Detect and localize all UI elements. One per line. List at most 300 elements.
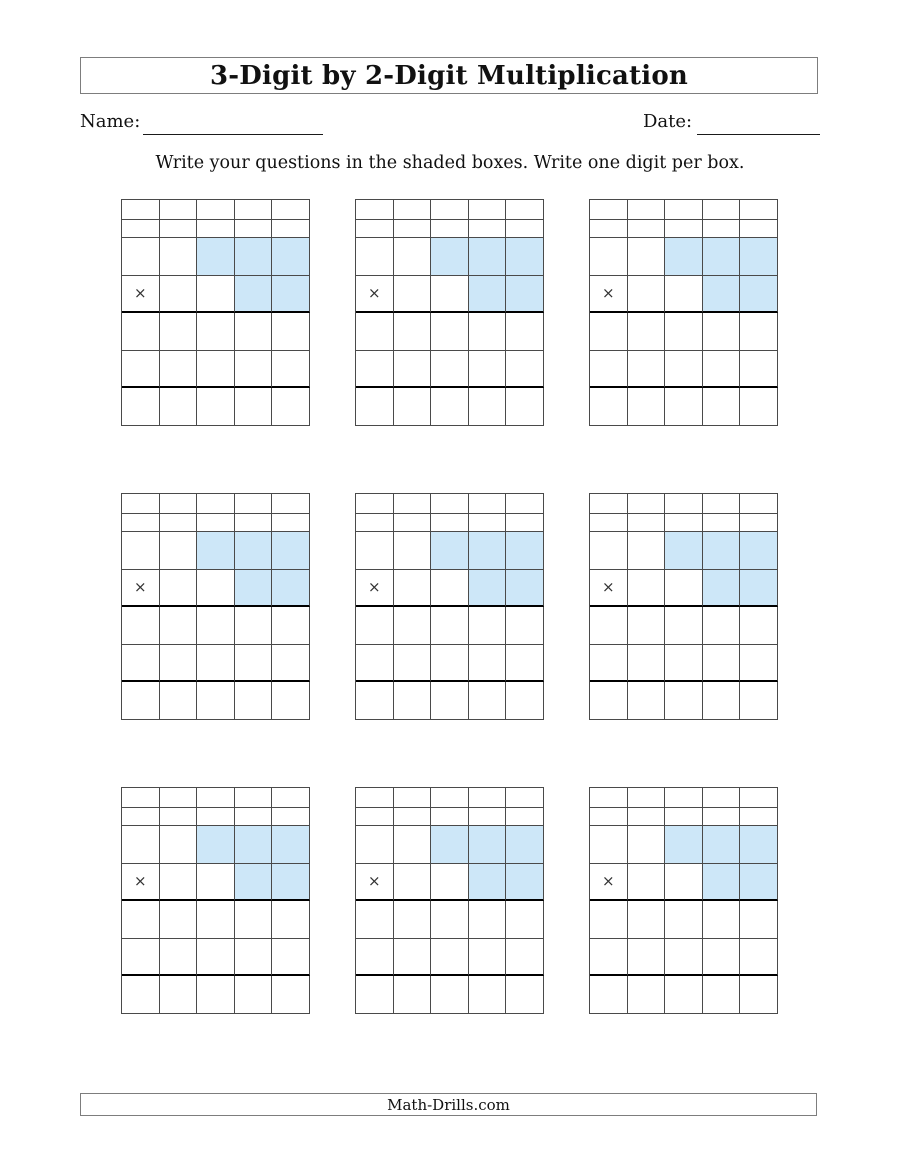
- grid-cell: [235, 976, 273, 1014]
- grid-cell: [160, 200, 198, 220]
- shaded-digit-cell: [506, 570, 544, 608]
- grid-cell: [122, 976, 160, 1014]
- grid-cell: [197, 276, 235, 314]
- grid-cell: [506, 939, 544, 977]
- shaded-digit-cell: [703, 238, 741, 276]
- grid-cell: [469, 808, 507, 826]
- grid-cell: [122, 351, 160, 389]
- grid-cell: [272, 808, 310, 826]
- grid-cell: [394, 238, 432, 276]
- shaded-digit-cell: [665, 826, 703, 864]
- shaded-digit-cell: [469, 826, 507, 864]
- grid-cell: [703, 976, 741, 1014]
- grid-cell: [628, 238, 666, 276]
- grid-cell: [506, 388, 544, 426]
- grid-cell: [356, 808, 394, 826]
- grid-cell: [740, 645, 778, 683]
- grid-cell: [628, 351, 666, 389]
- grid-cell: [740, 682, 778, 720]
- multiplication-grid: [589, 199, 778, 426]
- grid-cell: [160, 494, 198, 514]
- grid-cell: [703, 351, 741, 389]
- grid-cell: [272, 901, 310, 939]
- grid-cell: [394, 570, 432, 608]
- multiplication-sign: ×: [356, 276, 394, 314]
- grid-cell: [122, 607, 160, 645]
- multiplication-sign: ×: [356, 864, 394, 902]
- grid-cell: [469, 682, 507, 720]
- grid-cell: [122, 238, 160, 276]
- grid-cell: [469, 514, 507, 532]
- grid-cell: [356, 532, 394, 570]
- shaded-digit-cell: [703, 276, 741, 314]
- grid-cell: [394, 645, 432, 683]
- grid-cell: [506, 788, 544, 808]
- multiplication-grid: [589, 787, 778, 1014]
- grid-cell: [160, 607, 198, 645]
- grid-cell: [628, 313, 666, 351]
- shaded-digit-cell: [469, 570, 507, 608]
- grid-cell: [628, 645, 666, 683]
- grid-cell: [590, 532, 628, 570]
- multiplication-grid: [355, 199, 544, 426]
- grid-cell: [469, 901, 507, 939]
- grid-cell: [431, 788, 469, 808]
- grid-cell: [122, 388, 160, 426]
- grid-cell: [122, 494, 160, 514]
- grid-cell: [356, 939, 394, 977]
- grid-cell: [160, 276, 198, 314]
- shaded-digit-cell: [235, 864, 273, 902]
- shaded-digit-cell: [740, 532, 778, 570]
- shaded-digit-cell: [740, 276, 778, 314]
- grid-cell: [740, 976, 778, 1014]
- shaded-digit-cell: [740, 826, 778, 864]
- grid-cell: [628, 388, 666, 426]
- shaded-digit-cell: [740, 864, 778, 902]
- grid-cell: [703, 494, 741, 514]
- date-label: Date:: [643, 111, 693, 132]
- shaded-digit-cell: [703, 570, 741, 608]
- grid-cell: [628, 514, 666, 532]
- shaded-digit-cell: [469, 276, 507, 314]
- grid-cell: [590, 607, 628, 645]
- multiplication-sign: ×: [122, 276, 160, 314]
- grid-cell: [197, 220, 235, 238]
- shaded-digit-cell: [197, 826, 235, 864]
- shaded-digit-cell: [272, 276, 310, 314]
- grid-cell: [272, 494, 310, 514]
- shaded-digit-cell: [740, 570, 778, 608]
- grid-cell: [394, 276, 432, 314]
- grid-cell: [431, 220, 469, 238]
- shaded-digit-cell: [272, 532, 310, 570]
- grid-cell: [160, 532, 198, 570]
- grid-cell: [394, 901, 432, 939]
- grid-cell: [356, 901, 394, 939]
- grid-cell: [197, 939, 235, 977]
- grid-cell: [469, 976, 507, 1014]
- shaded-digit-cell: [740, 238, 778, 276]
- grid-cell: [703, 645, 741, 683]
- multiplication-grid: [355, 787, 544, 1014]
- multiplication-sign: ×: [590, 864, 628, 902]
- grid-cell: [197, 351, 235, 389]
- grid-cell: [628, 200, 666, 220]
- grid-cell: [235, 351, 273, 389]
- grid-cell: [665, 939, 703, 977]
- grid-cell: [272, 313, 310, 351]
- shaded-digit-cell: [469, 238, 507, 276]
- grid-cell: [506, 351, 544, 389]
- page-title: 3-Digit by 2-Digit Multiplication: [210, 60, 688, 91]
- grid-cell: [703, 388, 741, 426]
- shaded-digit-cell: [272, 570, 310, 608]
- grid-cell: [122, 808, 160, 826]
- grid-cell: [590, 494, 628, 514]
- grid-cell: [356, 494, 394, 514]
- shaded-digit-cell: [506, 864, 544, 902]
- grid-cell: [272, 788, 310, 808]
- grid-cell: [469, 788, 507, 808]
- grid-cell: [356, 351, 394, 389]
- grid-cell: [740, 388, 778, 426]
- footer-box: [80, 1093, 817, 1116]
- grid-cell: [665, 514, 703, 532]
- grid-cell: [506, 901, 544, 939]
- grid-cell: [394, 351, 432, 389]
- grid-cell: [235, 607, 273, 645]
- grid-cell: [590, 976, 628, 1014]
- grid-cell: [469, 494, 507, 514]
- grid-cell: [122, 532, 160, 570]
- grid-cell: [665, 388, 703, 426]
- grid-cell: [122, 901, 160, 939]
- grid-cell: [628, 864, 666, 902]
- grid-cell: [160, 808, 198, 826]
- grid-cell: [235, 939, 273, 977]
- date-fill-line: [697, 121, 820, 135]
- grid-cell: [703, 682, 741, 720]
- grid-cell: [235, 682, 273, 720]
- grid-cell: [122, 682, 160, 720]
- grid-cell: [506, 808, 544, 826]
- multiplication-grid: [121, 493, 310, 720]
- multiplication-sign: ×: [122, 570, 160, 608]
- grid-cell: [197, 514, 235, 532]
- grid-cell: [506, 220, 544, 238]
- grid-cell: [431, 607, 469, 645]
- grid-cell: [356, 788, 394, 808]
- multiplication-grid: [589, 493, 778, 720]
- grid-cell: [394, 494, 432, 514]
- grid-cell: [628, 808, 666, 826]
- grid-cell: [197, 313, 235, 351]
- grid-cell: [590, 388, 628, 426]
- grid-cell: [394, 607, 432, 645]
- grid-cell: [590, 682, 628, 720]
- grid-cell: [740, 220, 778, 238]
- shaded-digit-cell: [431, 826, 469, 864]
- grid-cell: [160, 351, 198, 389]
- grid-cell: [197, 682, 235, 720]
- shaded-digit-cell: [431, 238, 469, 276]
- grid-cell: [160, 788, 198, 808]
- grid-cell: [590, 313, 628, 351]
- grid-cell: [740, 808, 778, 826]
- grid-cell: [628, 788, 666, 808]
- grid-cell: [272, 645, 310, 683]
- shaded-digit-cell: [665, 238, 703, 276]
- grid-cell: [665, 570, 703, 608]
- grid-cell: [469, 220, 507, 238]
- grid-cell: [665, 645, 703, 683]
- grid-cell: [740, 939, 778, 977]
- grid-cell: [394, 682, 432, 720]
- multiplication-grid: [355, 493, 544, 720]
- grid-cell: [431, 494, 469, 514]
- grid-row-2: [121, 493, 778, 720]
- grid-cell: [235, 388, 273, 426]
- grid-cell: [590, 514, 628, 532]
- grid-cell: [665, 220, 703, 238]
- grid-cell: [431, 313, 469, 351]
- grid-cell: [703, 607, 741, 645]
- grid-cell: [740, 494, 778, 514]
- grid-cell: [431, 976, 469, 1014]
- shaded-digit-cell: [272, 826, 310, 864]
- shaded-digit-cell: [235, 532, 273, 570]
- grid-cell: [122, 939, 160, 977]
- grid-cell: [506, 682, 544, 720]
- shaded-digit-cell: [665, 532, 703, 570]
- shaded-digit-cell: [272, 238, 310, 276]
- grid-cell: [431, 351, 469, 389]
- multiplication-sign: ×: [590, 570, 628, 608]
- grid-cell: [235, 808, 273, 826]
- grid-cell: [703, 220, 741, 238]
- grid-cell: [356, 682, 394, 720]
- grid-cell: [160, 901, 198, 939]
- grid-cell: [272, 388, 310, 426]
- grid-cell: [356, 238, 394, 276]
- grid-cell: [469, 351, 507, 389]
- grid-cell: [394, 532, 432, 570]
- grid-cell: [628, 570, 666, 608]
- grid-cell: [160, 826, 198, 864]
- grid-cell: [394, 388, 432, 426]
- grid-cell: [740, 901, 778, 939]
- grid-cell: [506, 607, 544, 645]
- grid-cell: [394, 939, 432, 977]
- shaded-digit-cell: [431, 532, 469, 570]
- grid-cell: [356, 313, 394, 351]
- grid-cell: [394, 808, 432, 826]
- grid-cell: [590, 351, 628, 389]
- instruction-text: Write your questions in the shaded boxes. Write one digit per box.: [155, 153, 745, 173]
- grid-cell: [665, 788, 703, 808]
- grid-cell: [197, 808, 235, 826]
- grid-cell: [197, 645, 235, 683]
- grid-cell: [197, 788, 235, 808]
- grid-cell: [272, 514, 310, 532]
- multiplication-sign: ×: [590, 276, 628, 314]
- grid-cell: [506, 494, 544, 514]
- grid-cell: [590, 238, 628, 276]
- grid-cell: [628, 607, 666, 645]
- name-fill-line: [143, 121, 323, 135]
- grid-cell: [628, 826, 666, 864]
- grid-row-1: [121, 199, 778, 426]
- grid-cell: [506, 976, 544, 1014]
- shaded-digit-cell: [272, 864, 310, 902]
- grid-cell: [740, 788, 778, 808]
- grid-cell: [431, 864, 469, 902]
- shaded-digit-cell: [235, 238, 273, 276]
- grid-cell: [235, 514, 273, 532]
- grid-cell: [506, 200, 544, 220]
- shaded-digit-cell: [703, 864, 741, 902]
- grid-cell: [356, 514, 394, 532]
- grid-cell: [160, 220, 198, 238]
- grid-cell: [356, 645, 394, 683]
- grid-cell: [703, 514, 741, 532]
- grid-cell: [431, 570, 469, 608]
- shaded-digit-cell: [703, 826, 741, 864]
- grid-cell: [197, 388, 235, 426]
- grid-cell: [394, 313, 432, 351]
- grid-cell: [431, 276, 469, 314]
- grid-cell: [431, 808, 469, 826]
- shaded-digit-cell: [469, 532, 507, 570]
- grid-cell: [235, 901, 273, 939]
- grid-cell: [272, 200, 310, 220]
- multiplication-grid: [121, 787, 310, 1014]
- grid-cell: [394, 864, 432, 902]
- grid-cell: [590, 645, 628, 683]
- grid-cell: [197, 901, 235, 939]
- multiplication-sign: ×: [122, 864, 160, 902]
- grid-cell: [740, 351, 778, 389]
- grid-cell: [665, 901, 703, 939]
- grid-cell: [272, 976, 310, 1014]
- grid-cell: [394, 826, 432, 864]
- grid-cell: [628, 901, 666, 939]
- grid-cell: [160, 682, 198, 720]
- grid-cell: [469, 313, 507, 351]
- shaded-digit-cell: [235, 276, 273, 314]
- grid-cell: [469, 388, 507, 426]
- grid-cell: [356, 200, 394, 220]
- grid-cell: [272, 682, 310, 720]
- grid-cell: [665, 864, 703, 902]
- shaded-digit-cell: [506, 826, 544, 864]
- grid-cell: [628, 220, 666, 238]
- grid-cell: [235, 494, 273, 514]
- grid-cell: [272, 351, 310, 389]
- grid-cell: [160, 570, 198, 608]
- grid-cell: [740, 200, 778, 220]
- grid-cell: [235, 220, 273, 238]
- grid-cell: [394, 788, 432, 808]
- grid-cell: [160, 645, 198, 683]
- grid-cell: [431, 645, 469, 683]
- grid-cell: [272, 939, 310, 977]
- grid-cell: [665, 313, 703, 351]
- grid-cell: [122, 313, 160, 351]
- grid-cell: [356, 607, 394, 645]
- grid-cell: [122, 514, 160, 532]
- shaded-digit-cell: [506, 238, 544, 276]
- grid-cell: [665, 351, 703, 389]
- grid-cell: [506, 313, 544, 351]
- grid-cell: [122, 200, 160, 220]
- grid-cell: [394, 200, 432, 220]
- shaded-digit-cell: [197, 238, 235, 276]
- grid-cell: [469, 200, 507, 220]
- shaded-digit-cell: [703, 532, 741, 570]
- grid-cell: [394, 976, 432, 1014]
- grid-cell: [665, 276, 703, 314]
- grid-cell: [703, 808, 741, 826]
- grid-cell: [431, 682, 469, 720]
- grid-cell: [160, 313, 198, 351]
- grid-cell: [628, 532, 666, 570]
- grid-cell: [197, 200, 235, 220]
- grid-cell: [628, 939, 666, 977]
- worksheet-title-box: [80, 57, 818, 94]
- grid-cell: [665, 200, 703, 220]
- grid-cell: [590, 901, 628, 939]
- grid-cell: [431, 939, 469, 977]
- grid-cell: [590, 826, 628, 864]
- grid-cell: [628, 682, 666, 720]
- grid-cell: [197, 494, 235, 514]
- grid-cell: [122, 826, 160, 864]
- footer-brand: Math-Drills.com: [387, 1095, 510, 1114]
- grid-cell: [703, 939, 741, 977]
- grid-cell: [356, 976, 394, 1014]
- shaded-digit-cell: [235, 826, 273, 864]
- grid-cell: [590, 788, 628, 808]
- grid-cell: [235, 313, 273, 351]
- grid-cell: [665, 808, 703, 826]
- grid-cell: [740, 607, 778, 645]
- grid-cell: [431, 901, 469, 939]
- grid-cell: [590, 939, 628, 977]
- grid-cell: [122, 645, 160, 683]
- grid-cell: [506, 514, 544, 532]
- shaded-digit-cell: [506, 276, 544, 314]
- grid-cell: [431, 200, 469, 220]
- grid-cell: [160, 864, 198, 902]
- grid-cell: [628, 276, 666, 314]
- grid-cell: [431, 388, 469, 426]
- grid-cell: [272, 607, 310, 645]
- grid-cell: [394, 514, 432, 532]
- grid-cell: [703, 901, 741, 939]
- grid-cell: [590, 808, 628, 826]
- grid-cell: [394, 220, 432, 238]
- grid-cell: [160, 939, 198, 977]
- grid-cell: [197, 570, 235, 608]
- grid-cell: [590, 220, 628, 238]
- grid-cell: [272, 220, 310, 238]
- grid-cell: [160, 238, 198, 276]
- grid-cell: [235, 788, 273, 808]
- grid-cell: [628, 494, 666, 514]
- grid-cell: [122, 788, 160, 808]
